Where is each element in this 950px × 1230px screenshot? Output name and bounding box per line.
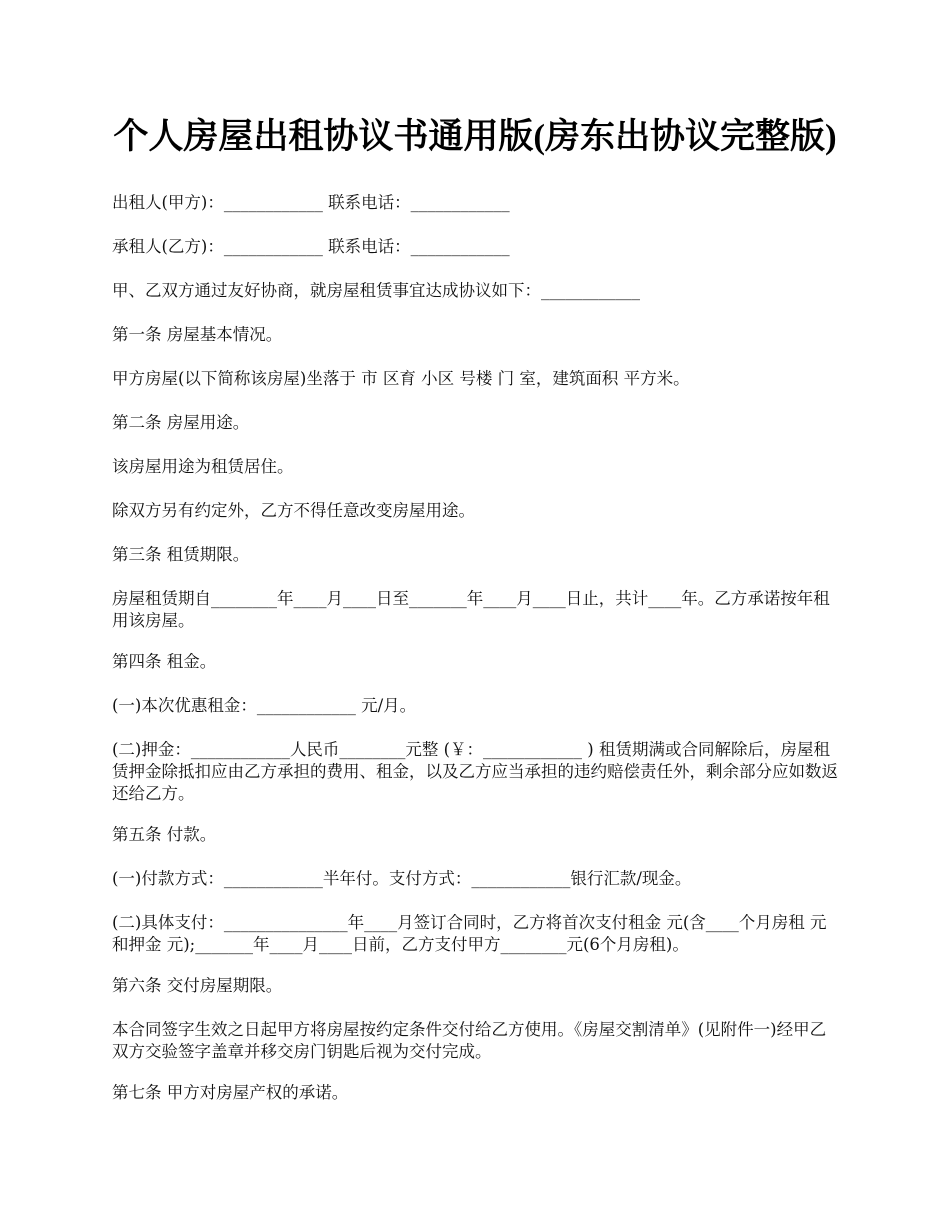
article-1-heading: 第一条 房屋基本情况。 xyxy=(112,325,283,344)
article-2-body-1: 该房屋用途为租赁居住。 xyxy=(112,457,294,476)
article-5-item-2: (二)具体支付：_______________年____月签订合同时，乙方将首次支付租金 元(含____个月房租 元和押金 元);_______年____月____日前，乙方支付甲方________元(6个月房租)。 xyxy=(112,913,827,954)
article-6-body: 本合同签字生效之日起甲方将房屋按约定条件交付给乙方使用。《房屋交割清单》(见附件一)经甲乙双方交验签字盖章并移交房门钥匙后视为交付完成。 xyxy=(112,1020,827,1061)
document-title: 个人房屋出租协议书通用版(房东出协议完整版) xyxy=(113,117,837,156)
article-7-heading: 第七条 甲方对房屋产权的承诺。 xyxy=(112,1083,349,1102)
article-3-heading: 第三条 租赁期限。 xyxy=(112,545,250,564)
article-5-item-1: (一)付款方式：____________半年付。支付方式：____________银行汇款/现金。 xyxy=(112,869,692,888)
agreement-intro: 甲、乙双方通过友好协商，就房屋租赁事宜达成协议如下：____________ xyxy=(112,281,640,300)
article-1-body: 甲方房屋(以下简称该房屋)坐落于 市 区育 小区 号楼 门 室，建筑面积 平方米。 xyxy=(112,369,690,388)
article-3-body: 房屋租赁期自________年____月____日至_______年____月____日止，共计____年。乙方承诺按年租用该房屋。 xyxy=(112,589,830,630)
article-4-item-2: (二)押金：____________人民币________元整 (￥：____________ ) 租赁期满或合同解除后，房屋租赁押金除抵扣应由乙方承担的费用、租金，以及乙方应当承担的违约赔偿责任外，剩余部分应如数返还给乙方。 xyxy=(112,740,838,803)
article-4-heading: 第四条 租金。 xyxy=(112,652,217,671)
article-2-body-2: 除双方另有约定外，乙方不得任意改变房屋用途。 xyxy=(112,501,475,520)
article-4-item-1: (一)本次优惠租金：____________ 元/月。 xyxy=(112,696,417,715)
lessor-line: 出租人(甲方)：____________ 联系电话：____________ xyxy=(112,193,510,212)
article-6-heading: 第六条 交付房屋期限。 xyxy=(112,976,283,995)
lessee-line: 承租人(乙方)：____________ 联系电话：____________ xyxy=(112,237,510,256)
article-2-heading: 第二条 房屋用途。 xyxy=(112,413,250,432)
article-5-heading: 第五条 付款。 xyxy=(112,825,217,844)
